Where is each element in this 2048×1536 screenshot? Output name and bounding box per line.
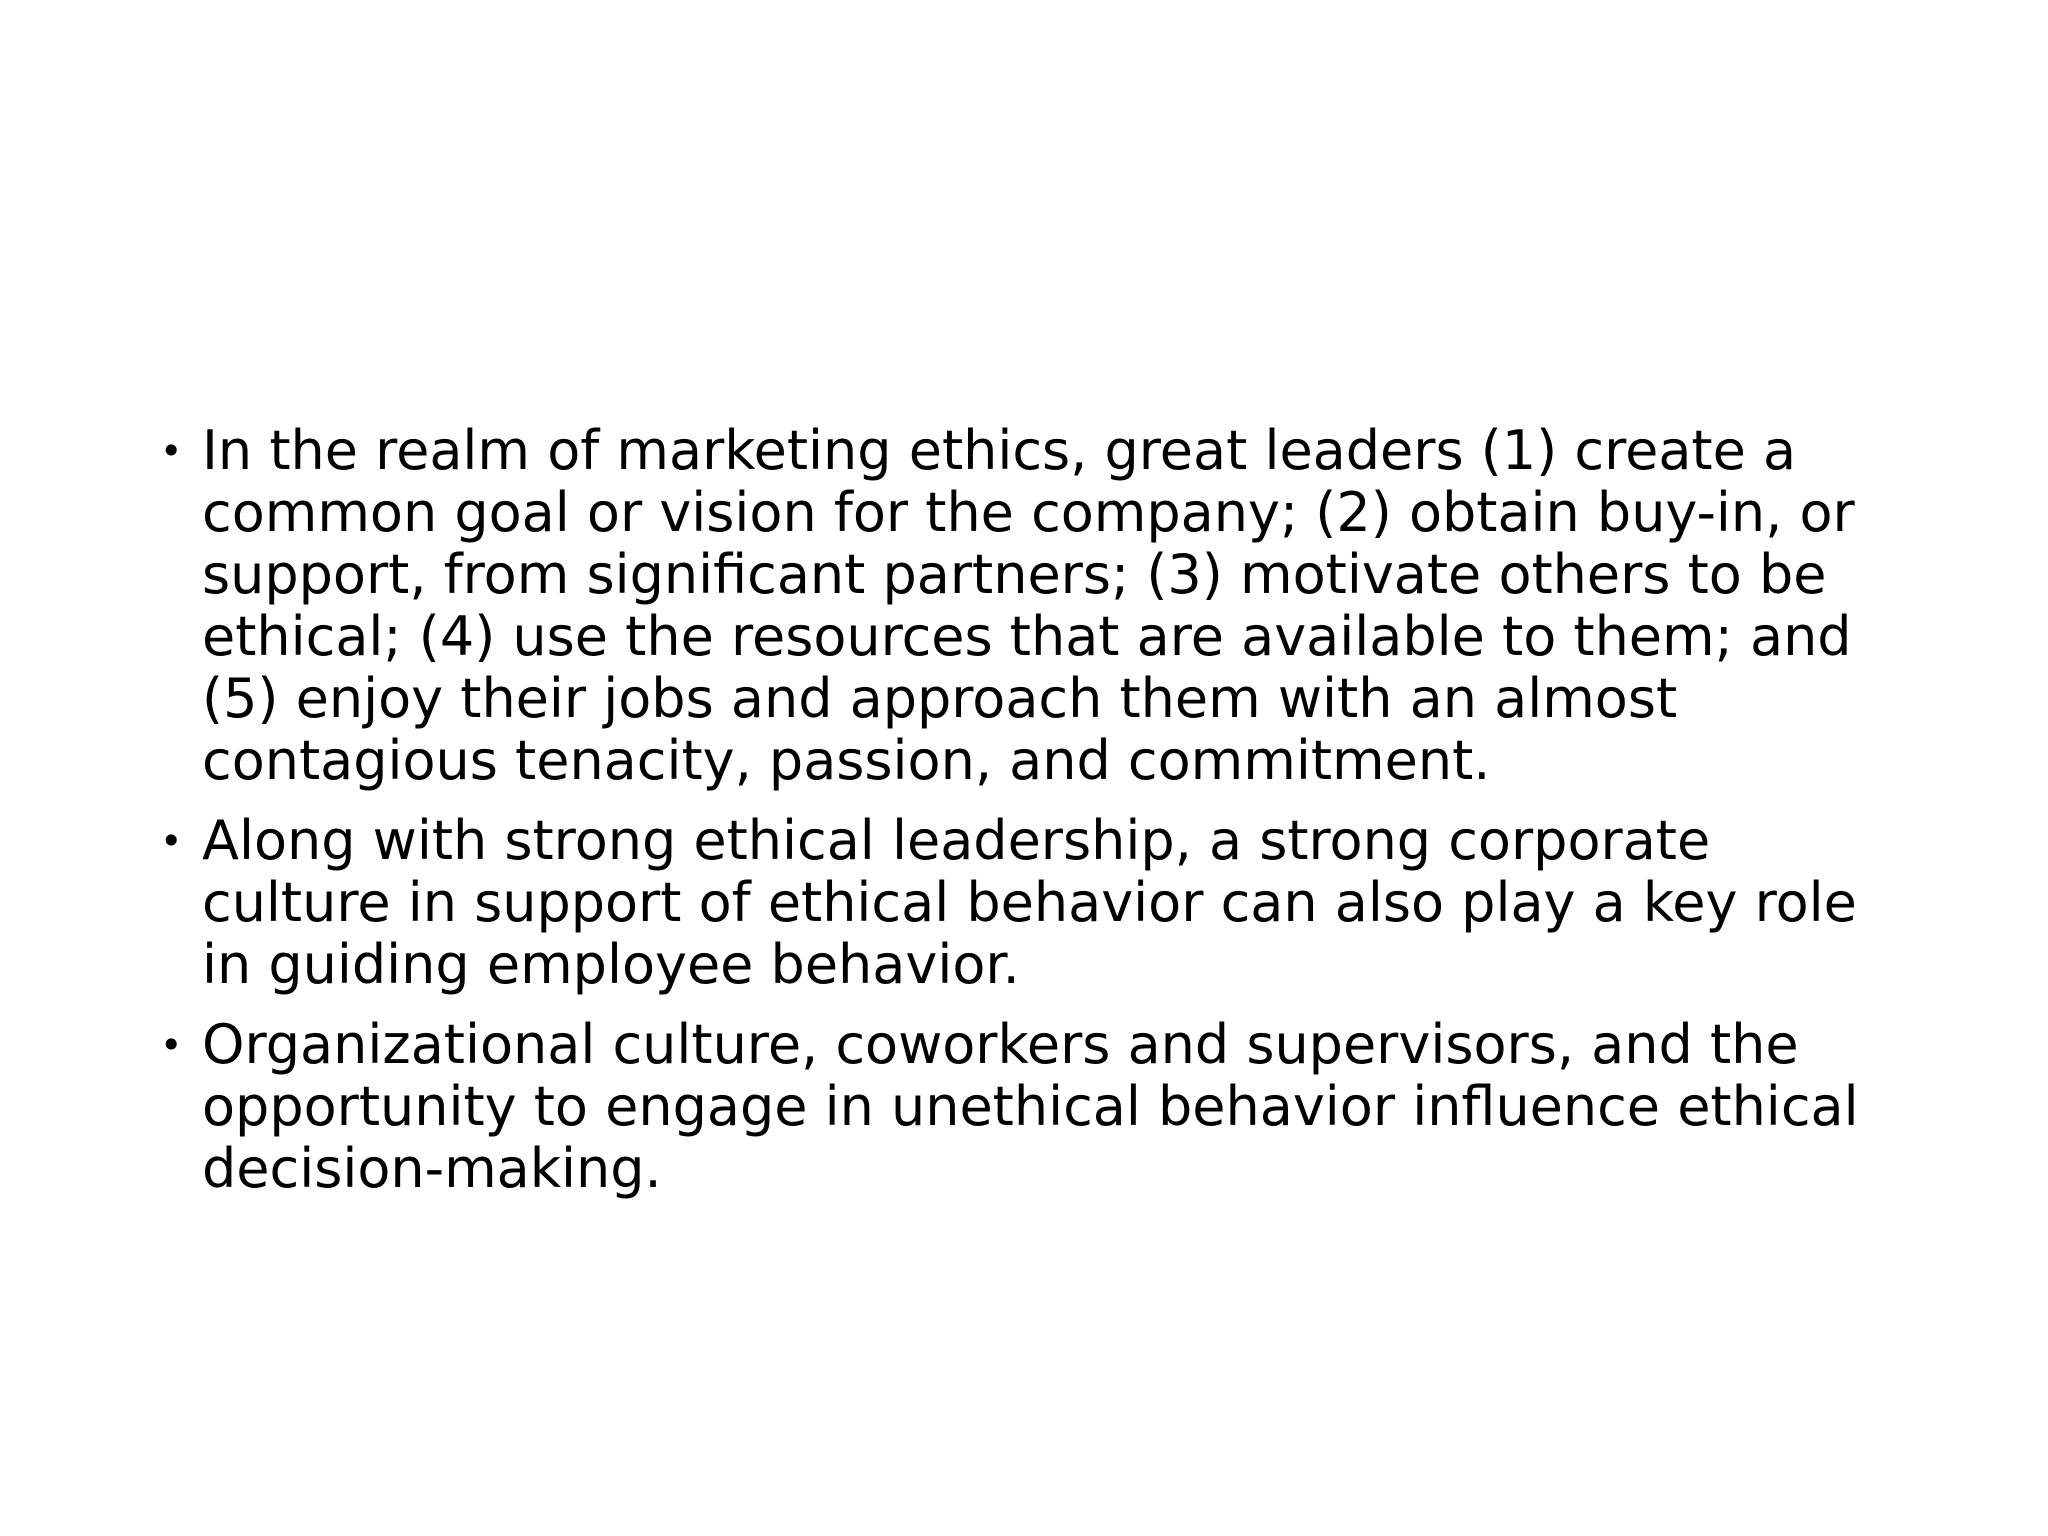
bullet-text: Organizational culture, coworkers and supervisors, and the opportunity to engage in unethical behavior influence ethical decision-making. [202,1013,1859,1200]
bullet-item [160,420,1890,792]
slide-body [160,420,1890,1218]
bullet-dot-icon: • [160,429,183,473]
bullet-dot-icon: • [160,1023,183,1067]
bullet-text: In the realm of marketing ethics, great leaders (1) create a common goal or vision for the company; (2) obtain buy-in, or support, from significant partners; (3) motivate others to be ethical; (4) use the resources that are available to them; and (5) enjoy their jobs and approach them with an almost contagious tenacity, passion, and commitment. [202,419,1855,792]
bullet-list [160,420,1890,1200]
bullet-dot-icon: • [160,819,183,863]
bullet-item [160,1014,1890,1200]
bullet-item [160,810,1890,996]
bullet-text: Along with strong ethical leadership, a strong corporate culture in support of ethical behavior can also play a key role in guiding employee behavior. [202,809,1857,996]
